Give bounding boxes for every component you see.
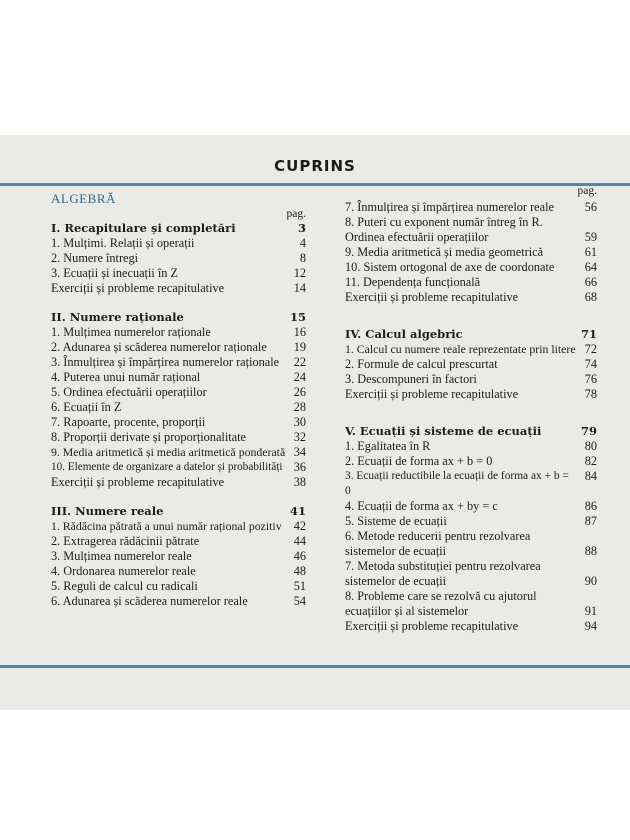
entry-page: 44 (293, 534, 306, 548)
toc-entry (51, 445, 306, 460)
toc-entry (51, 564, 306, 579)
entry-label: 4. Ordonarea numerelor reale (51, 564, 196, 578)
entry-page: 86 (584, 499, 597, 513)
entry-page: 68 (584, 290, 597, 304)
toc-entry (51, 340, 306, 355)
entry-label: 3. Mulțimea numerelor reale (51, 549, 192, 563)
entry-label: 5. Sisteme de ecuații (345, 514, 447, 528)
entry-label: 5. Reguli de calcul cu radicali (51, 579, 198, 593)
entry-page: 94 (584, 619, 597, 633)
algebra-heading: ALGEBRĂ (51, 191, 116, 206)
entry-label: 8. Proporții derivate și proporționalitate (51, 430, 246, 444)
entry-page: 32 (293, 430, 306, 444)
entry-label: 1. Calcul cu numere reale reprezentate prin litere (345, 342, 576, 356)
section-page: 15 (289, 310, 306, 324)
entry-page: 76 (584, 372, 597, 386)
entry-page: 64 (584, 260, 597, 274)
entry-page: 14 (293, 281, 306, 295)
entry-page: 34 (293, 445, 306, 459)
entry-page: 61 (584, 245, 597, 259)
entry-label: 1. Egalitatea în R (345, 439, 431, 453)
toc-entry (345, 357, 597, 372)
entry-label: 4. Puterea unui număr rațional (51, 370, 201, 384)
right-column (345, 185, 597, 634)
toc-entry (51, 355, 306, 370)
entry-label: 5. Ordinea efectuării operațiilor (51, 385, 207, 399)
section-heading (51, 221, 306, 236)
toc-entry (51, 415, 306, 430)
entry-page: 26 (293, 385, 306, 399)
section-title: III. Numere reale (51, 504, 164, 518)
section-page: 41 (289, 504, 306, 518)
entry-label: 4. Ecuații de forma ax + by = c (345, 499, 498, 513)
entry-label: 10. Sistem ortogonal de axe de coordonate (345, 260, 555, 274)
entry-page: 42 (293, 519, 306, 533)
entry-label: 8. Puteri cu exponent număr întreg în R. Ordinea efectuării operațiilor (345, 215, 543, 244)
toc-entry (345, 499, 597, 514)
entry-page: 74 (584, 357, 597, 371)
toc-entry (345, 275, 597, 290)
toc-entry (345, 619, 597, 634)
section-heading (51, 504, 306, 519)
toc-entry (345, 342, 597, 357)
entry-label: 7. Înmulțirea și împărțirea numerelor reale (345, 200, 554, 214)
toc-entry (51, 430, 306, 445)
toc-entry (51, 519, 306, 534)
entry-label: 2. Numere întregi (51, 251, 139, 265)
entry-page: 91 (584, 604, 597, 618)
entry-label: 7. Metoda substituției pentru rezolvarea sistemelor de ecuații (345, 559, 541, 588)
entry-label: Exerciții și probleme recapitulative (51, 475, 225, 489)
toc-entry (51, 400, 306, 415)
entry-page: 24 (293, 370, 306, 384)
toc-entry (51, 236, 306, 251)
toc-entry (51, 266, 306, 281)
entry-page: 88 (584, 544, 597, 558)
entry-label: Exerciții și probleme recapitulative (345, 619, 519, 633)
entry-page: 72 (584, 342, 597, 356)
entry-page: 12 (293, 266, 306, 280)
toc-entry (51, 251, 306, 266)
entry-label: 11. Dependența funcțională (345, 275, 481, 289)
entry-page: 66 (584, 275, 597, 289)
toc-entry (51, 594, 306, 609)
toc-entry (345, 372, 597, 387)
pag-header: pag. (286, 208, 306, 220)
pag-header: pag. (577, 185, 597, 197)
entry-page: 80 (584, 439, 597, 453)
toc-entry (345, 439, 597, 454)
toc-entry (51, 475, 306, 490)
entry-label: 9. Media aritmetică și media geometrică (345, 245, 544, 259)
section-heading (51, 310, 306, 325)
toc-page (0, 135, 630, 710)
entry-label: 2. Formule de calcul prescurtat (345, 357, 498, 371)
entry-page: 4 (299, 236, 306, 250)
entry-page: 78 (584, 387, 597, 401)
left-column (51, 191, 306, 609)
entry-label: 1. Mulțimi. Relații și operații (51, 236, 195, 250)
toc-entry (51, 549, 306, 564)
entry-label: 3. Înmulțirea și împărțirea numerelor raționale (51, 355, 280, 369)
toc-entry (345, 215, 597, 245)
entry-page: 28 (293, 400, 306, 414)
entry-label: 1. Mulțimea numerelor raționale (51, 325, 211, 339)
entry-page: 22 (293, 355, 306, 369)
entry-label: Exerciții și probleme recapitulative (345, 290, 519, 304)
toc-entry (51, 460, 306, 475)
toc-entry (51, 325, 306, 340)
entry-label: 1. Rădăcina pătrată a unui număr rațional pozitiv (51, 519, 282, 533)
section-page: 71 (580, 327, 597, 341)
entry-label: 6. Ecuații în Z (51, 400, 122, 414)
entry-label: 8. Probleme care se rezolvă cu ajutorul ecuațiilor și al sistemelor (345, 589, 537, 618)
toc-entry (51, 370, 306, 385)
section-page: 3 (297, 221, 306, 235)
entry-page: 46 (293, 549, 306, 563)
section-page: 79 (580, 424, 597, 438)
entry-page: 36 (293, 460, 306, 474)
entry-label: 2. Adunarea și scăderea numerelor raționale (51, 340, 267, 354)
entry-label: 10. Elemente de organizare a datelor și probabilități (51, 461, 283, 473)
entry-label: 3. Descompuneri în factori (345, 372, 477, 386)
bottom-rule (0, 665, 630, 668)
entry-label: 2. Ecuații de forma ax + b = 0 (345, 454, 493, 468)
entry-label: 6. Metode reducerii pentru rezolvarea sistemelor de ecuații (345, 529, 531, 558)
entry-label: 3. Ecuații reductibile la ecuații de forma ax + b = 0 (345, 470, 569, 497)
page-title: CUPRINS (274, 157, 356, 175)
entry-label: 2. Extragerea rădăcinii pătrate (51, 534, 200, 548)
entry-page: 51 (293, 579, 306, 593)
entry-page: 19 (293, 340, 306, 354)
toc-entry (51, 534, 306, 549)
entry-page: 30 (293, 415, 306, 429)
entry-page: 87 (584, 514, 597, 528)
toc-entry (345, 387, 597, 402)
section-title: I. Recapitulare și completări (51, 221, 236, 235)
entry-label: Exerciții și probleme recapitulative (345, 387, 519, 401)
toc-entry (345, 290, 597, 305)
section-title: IV. Calcul algebric (345, 327, 463, 341)
entry-page: 56 (584, 200, 597, 214)
entry-label: 7. Rapoarte, procente, proporții (51, 415, 206, 429)
entry-page: 59 (584, 230, 597, 244)
toc-entry (345, 529, 597, 559)
entry-label: 6. Adunarea și scăderea numerelor reale (51, 594, 248, 608)
entry-page: 16 (293, 325, 306, 339)
entry-page: 54 (293, 594, 306, 608)
toc-entry (345, 559, 597, 589)
toc-entry (51, 281, 306, 296)
section-title: V. Ecuații și sisteme de ecuații (345, 424, 542, 438)
entry-page: 84 (584, 469, 597, 483)
toc-entry (51, 579, 306, 594)
toc-entry (345, 200, 597, 215)
entry-label: Exerciții și probleme recapitulative (51, 281, 225, 295)
toc-entry (345, 469, 597, 499)
toc-entry (345, 245, 597, 260)
toc-entry (345, 589, 597, 619)
toc-entry (345, 260, 597, 275)
entry-page: 90 (584, 574, 597, 588)
toc-entry (51, 385, 306, 400)
section-title: II. Numere raționale (51, 310, 184, 324)
entry-page: 82 (584, 454, 597, 468)
section-heading (345, 327, 597, 342)
entry-page: 8 (299, 251, 306, 265)
entry-label: 9. Media aritmetică și media aritmetică ponderată (51, 445, 286, 459)
toc-entry (345, 514, 597, 529)
section-heading (345, 424, 597, 439)
entry-label: 3. Ecuații și inecuații în Z (51, 266, 179, 280)
toc-entry (345, 454, 597, 469)
entry-page: 48 (293, 564, 306, 578)
entry-page: 38 (293, 475, 306, 489)
